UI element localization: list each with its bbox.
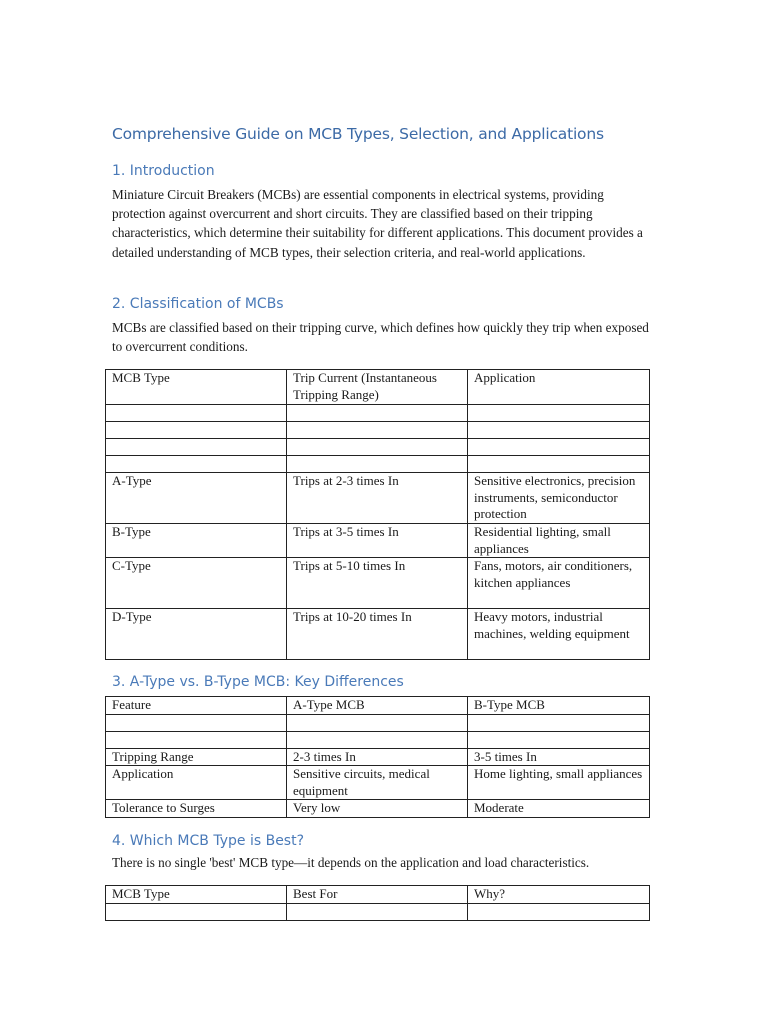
header-cell: Feature xyxy=(106,697,287,715)
empty-cell xyxy=(468,405,650,422)
table-row xyxy=(106,800,650,818)
header-cell: MCB Type xyxy=(106,370,287,405)
empty-cell xyxy=(468,456,650,473)
empty-row xyxy=(106,456,650,473)
empty-row xyxy=(106,903,650,920)
empty-row xyxy=(106,422,650,439)
empty-row xyxy=(106,731,650,748)
header-cell: Application xyxy=(468,370,650,405)
header-cell: Best For xyxy=(287,886,468,904)
empty-cell xyxy=(106,903,287,920)
table-row xyxy=(106,558,650,609)
table-row xyxy=(106,748,650,766)
empty-cell xyxy=(287,903,468,920)
header-cell: Why? xyxy=(468,886,650,904)
table-cell: Trips at 10-20 times In xyxy=(287,609,468,660)
table-cell: B-Type xyxy=(106,524,287,558)
table-cell: Trips at 2-3 times In xyxy=(287,473,468,524)
header-cell: MCB Type xyxy=(106,886,287,904)
table-header-row xyxy=(106,886,650,904)
table-row xyxy=(106,524,650,558)
empty-cell xyxy=(468,903,650,920)
table-cell: C-Type xyxy=(106,558,287,609)
table-cell: Residential lighting, small appliances xyxy=(468,524,650,558)
heading-classification: 2. Classification of MCBs xyxy=(112,296,284,312)
empty-row xyxy=(106,439,650,456)
empty-cell xyxy=(287,439,468,456)
document-title: Comprehensive Guide on MCB Types, Selection, and Applications xyxy=(112,125,604,143)
best-type-paragraph: There is no single 'best' MCB type—it depends on the application and load characteristics. xyxy=(112,855,590,870)
empty-cell xyxy=(468,731,650,748)
empty-cell xyxy=(287,714,468,731)
table-row xyxy=(106,473,650,524)
comparison-table xyxy=(105,696,650,818)
table-header-row xyxy=(106,370,650,405)
table-row xyxy=(106,766,650,800)
empty-row xyxy=(106,405,650,422)
table-cell: Tolerance to Surges xyxy=(106,800,287,818)
header-cell: B-Type MCB xyxy=(468,697,650,715)
table-cell: Fans, motors, air conditioners, kitchen appliances xyxy=(468,558,650,609)
table-header-row xyxy=(106,697,650,715)
table-cell: A-Type xyxy=(106,473,287,524)
table-cell: Sensitive circuits, medical equipment xyxy=(287,766,468,800)
empty-cell xyxy=(468,422,650,439)
table-cell: Trips at 3-5 times In xyxy=(287,524,468,558)
empty-cell xyxy=(106,405,287,422)
header-cell: A-Type MCB xyxy=(287,697,468,715)
table-cell: Application xyxy=(106,766,287,800)
table-cell: Trips at 5-10 times In xyxy=(287,558,468,609)
heading-comparison: 3. A-Type vs. B-Type MCB: Key Differences xyxy=(112,674,404,690)
table-cell: 3-5 times In xyxy=(468,748,650,766)
empty-cell xyxy=(106,714,287,731)
table-cell: Sensitive electronics, precision instruments, semiconductor protection xyxy=(468,473,650,524)
table-cell: Very low xyxy=(287,800,468,818)
empty-cell xyxy=(287,456,468,473)
table-cell: Tripping Range xyxy=(106,748,287,766)
introduction-paragraph: Miniature Circuit Breakers (MCBs) are essential components in electrical systems, providing protection against overcurrent and short circuits. They are classified based on their tripping characteristics, which determine their suitability for different applications. This document provides a detailed understanding of MCB types, their selection criteria, and real-world applications. xyxy=(112,187,643,260)
classification-table xyxy=(105,369,650,660)
table-cell: 2-3 times In xyxy=(287,748,468,766)
empty-cell xyxy=(106,456,287,473)
table-cell: Heavy motors, industrial machines, welding equipment xyxy=(468,609,650,660)
empty-row xyxy=(106,714,650,731)
empty-cell xyxy=(468,714,650,731)
best-type-table xyxy=(105,885,650,921)
classification-paragraph: MCBs are classified based on their tripping curve, which defines how quickly they trip when exposed to overcurrent conditions. xyxy=(112,320,649,355)
heading-best-type: 4. Which MCB Type is Best? xyxy=(112,833,305,849)
empty-cell xyxy=(106,731,287,748)
empty-cell xyxy=(287,422,468,439)
table-cell: Home lighting, small appliances xyxy=(468,766,650,800)
table-cell: D-Type xyxy=(106,609,287,660)
empty-cell xyxy=(287,731,468,748)
empty-cell xyxy=(106,439,287,456)
table-row xyxy=(106,609,650,660)
table-cell: Moderate xyxy=(468,800,650,818)
header-cell: Trip Current (Instantaneous Tripping Range) xyxy=(287,370,468,405)
heading-introduction: 1. Introduction xyxy=(112,163,215,179)
empty-cell xyxy=(106,422,287,439)
empty-cell xyxy=(468,439,650,456)
empty-cell xyxy=(287,405,468,422)
